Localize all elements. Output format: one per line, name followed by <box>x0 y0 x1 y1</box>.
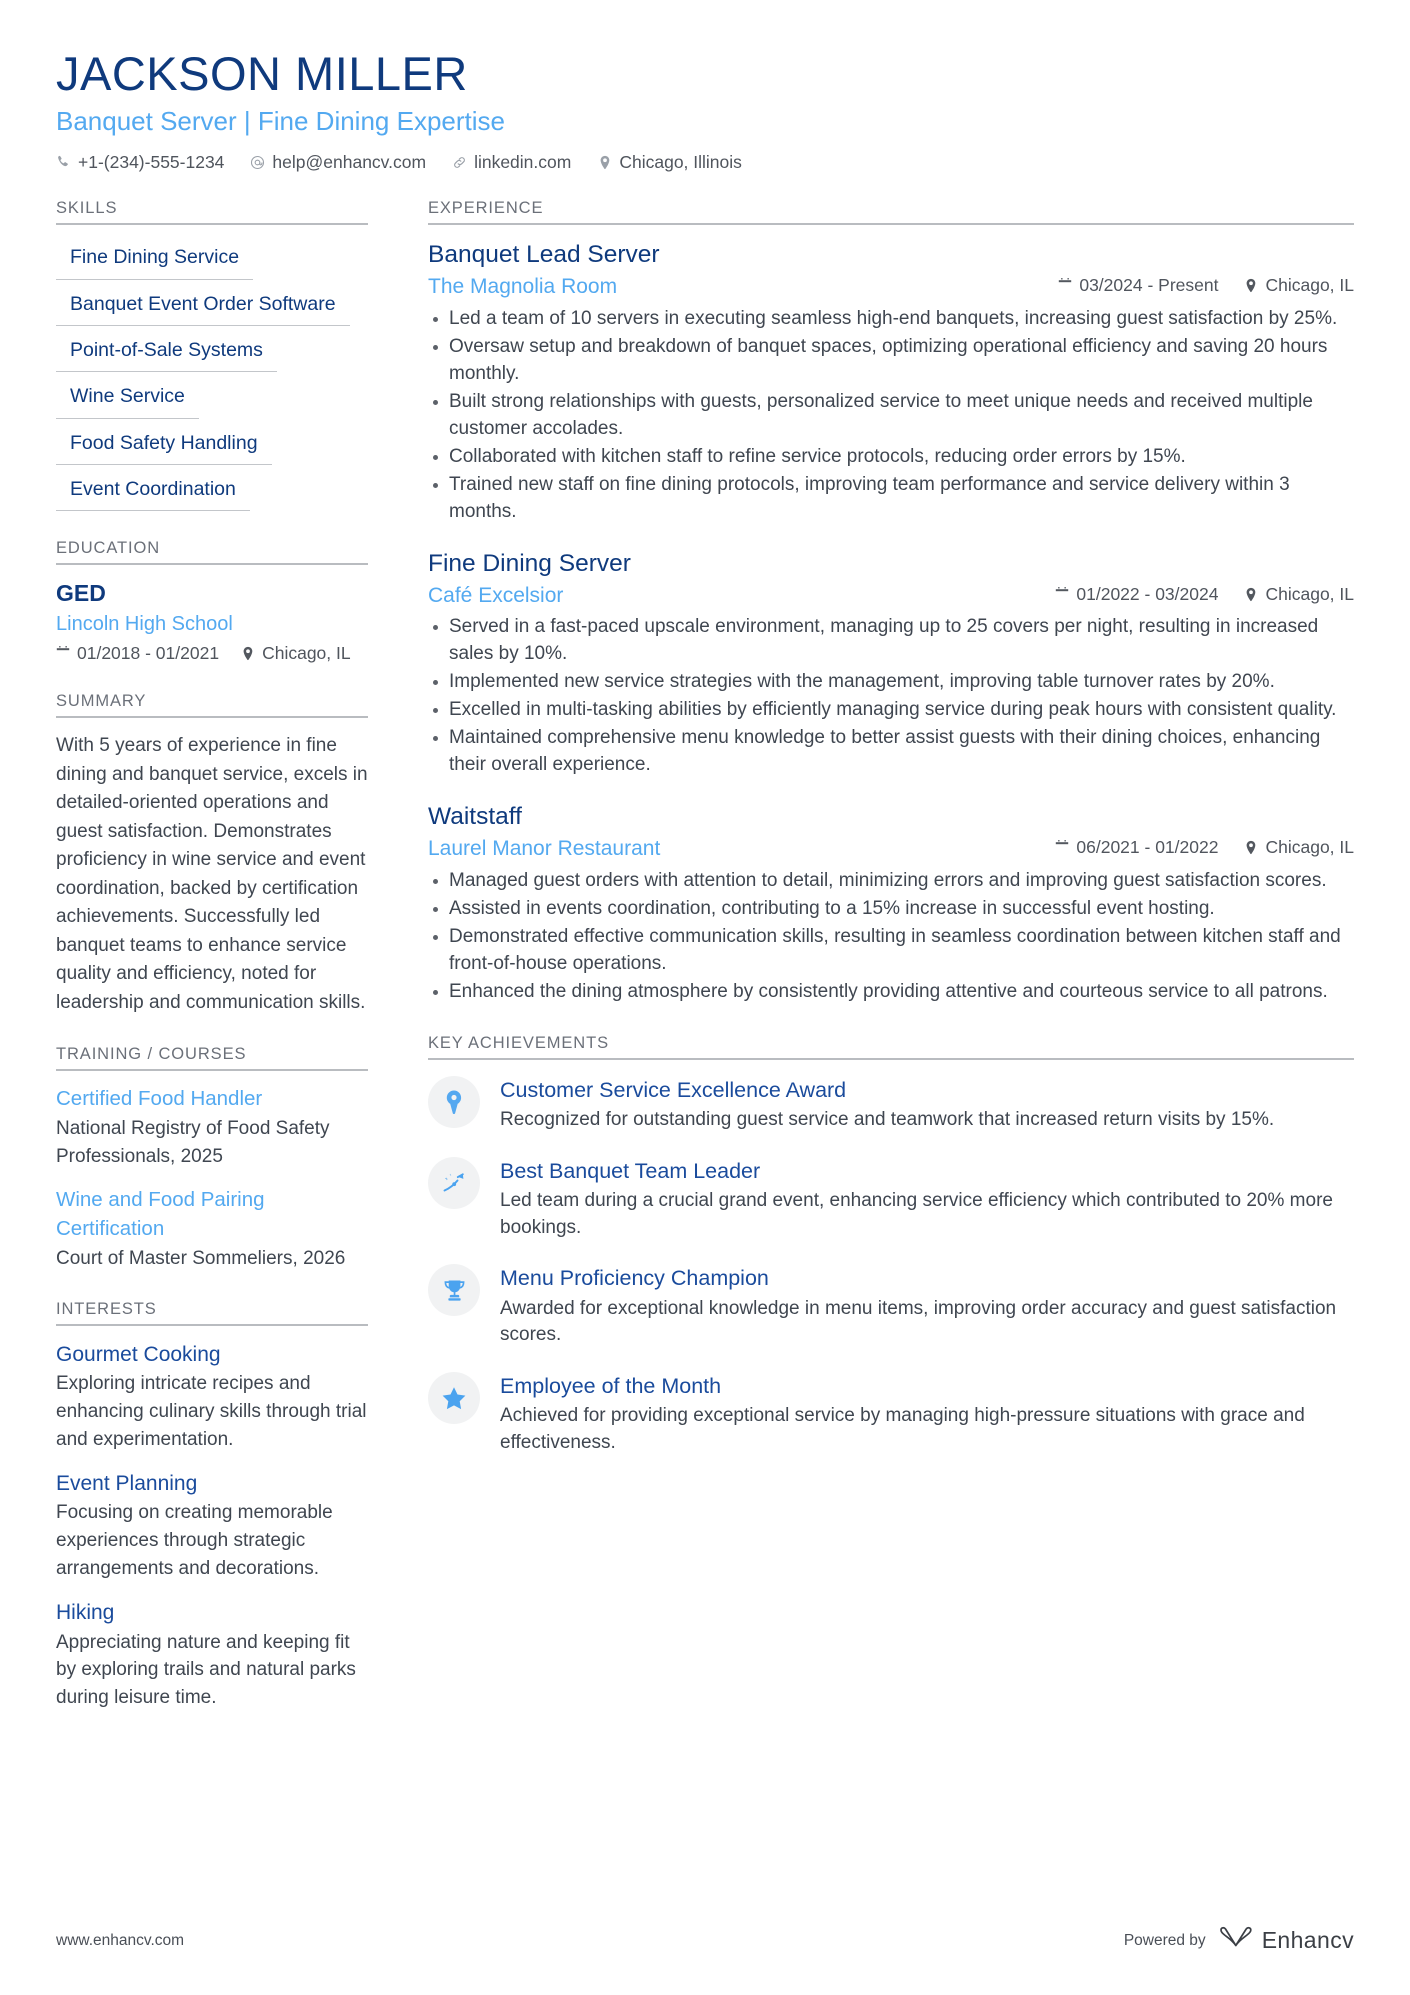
skill-label[interactable]: Banquet Event Order Software <box>56 286 350 326</box>
job-dates-text: 06/2021 - 01/2022 <box>1076 837 1219 858</box>
achievement-title: Customer Service Excellence Award <box>500 1077 847 1102</box>
section-divider <box>56 716 368 718</box>
job-meta <box>1055 837 1354 858</box>
job-title: Waitstaff <box>428 803 522 831</box>
education-location <box>241 643 351 664</box>
achievement-title: Employee of the Month <box>500 1374 722 1399</box>
job-dates <box>1058 275 1218 296</box>
job-bullet: Built strong relationships with guests, personalized service to meet unique needs and received multiple customer accolades. <box>428 389 1354 443</box>
star-icon <box>428 1372 480 1424</box>
interest-title: Hiking <box>56 1601 115 1625</box>
job-company[interactable]: The Magnolia Room <box>428 275 618 299</box>
experience-entry <box>428 548 1354 779</box>
courses-list <box>56 1085 368 1272</box>
skill-label[interactable]: Point-of-Sale Systems <box>56 332 277 372</box>
job-location <box>1244 275 1354 296</box>
section-interests <box>56 1300 368 1711</box>
contact-row <box>56 152 1354 173</box>
section-title-experience: EXPERIENCE <box>428 199 544 218</box>
interests-list <box>56 1340 368 1711</box>
skills-list <box>56 239 368 511</box>
job-company[interactable]: Laurel Manor Restaurant <box>428 837 661 861</box>
job-title: Fine Dining Server <box>428 549 631 577</box>
job-dates <box>1055 837 1218 858</box>
section-title-education: EDUCATION <box>56 539 161 558</box>
skill-item <box>56 332 368 372</box>
section-divider <box>56 1324 368 1326</box>
experience-entry <box>428 801 1354 1006</box>
interest-description: Focusing on creating memorable experiences through strategic arrangements and decorations. <box>56 1502 333 1579</box>
course-subtitle: National Registry of Food Safety Professionals, 2025 <box>56 1118 330 1167</box>
skill-item <box>56 286 368 326</box>
job-company[interactable]: Café Excelsior <box>428 583 564 607</box>
contact-item-location[interactable] <box>597 152 742 173</box>
job-location-text: Chicago, IL <box>1265 583 1354 604</box>
job-bullet: Collaborated with kitchen staff to refine service protocols, reducing order errors by 15%. <box>428 444 1354 471</box>
contact-text: +1-(234)-555-1234 <box>78 152 225 173</box>
phone-icon <box>56 155 71 170</box>
course-title[interactable]: Wine and Food Pairing Certification <box>56 1188 265 1240</box>
powered-by <box>1124 1926 1354 1955</box>
enhancv-logo <box>1219 1926 1354 1955</box>
achievement-item <box>428 1074 1354 1134</box>
education-entry <box>56 579 368 664</box>
skill-label[interactable]: Wine Service <box>56 378 199 418</box>
location-icon <box>241 646 255 661</box>
achievement-body <box>500 1262 1354 1349</box>
resume-columns <box>56 199 1354 1739</box>
section-education <box>56 539 368 664</box>
job-bullet: Oversaw setup and breakdown of banquet spaces, optimizing operational efficiency and saving 20 hours monthly. <box>428 334 1354 388</box>
section-divider <box>56 223 368 225</box>
location-icon <box>1244 840 1258 855</box>
job-bullet: Led a team of 10 servers in executing seamless high-end banquets, increasing guest satisfaction by 25%. <box>428 306 1354 333</box>
job-header-row <box>428 582 1354 610</box>
pin-icon <box>428 1076 480 1128</box>
job-location <box>1244 837 1354 858</box>
contact-text: linkedin.com <box>474 152 572 173</box>
achievement-body <box>500 1074 1354 1134</box>
page-title: JACKSON MILLER <box>56 47 468 100</box>
section-divider <box>428 1058 1354 1060</box>
contact-text: Chicago, Illinois <box>619 152 742 173</box>
right-column <box>428 199 1354 1485</box>
job-bullet: Excelled in multi-tasking abilities by efficiently managing service during peak hours with consistent quality. <box>428 697 1354 724</box>
achievement-item <box>428 1370 1354 1457</box>
link-icon <box>452 155 467 170</box>
achievement-description: Recognized for outstanding guest service and teamwork that increased return visits by 15%. <box>500 1108 1275 1130</box>
achievement-description: Achieved for providing exceptional service by managing high-pressure situations with grace and effectiveness. <box>500 1405 1305 1454</box>
achievement-description: Led team during a crucial grand event, enhancing service efficiency which contributed to 20% more bookings. <box>500 1189 1333 1238</box>
skill-item <box>56 378 368 418</box>
job-meta <box>1055 584 1354 605</box>
interest-entry <box>56 1340 368 1453</box>
achievement-description: Awarded for exceptional knowledge in menu items, improving order accuracy and guest satisfaction scores. <box>500 1297 1337 1346</box>
job-dates-text: 01/2022 - 03/2024 <box>1076 583 1219 604</box>
achievements-list <box>428 1074 1354 1458</box>
section-divider <box>56 563 368 565</box>
experience-list <box>428 239 1354 1005</box>
page-footer <box>56 1926 1354 1955</box>
section-skills <box>56 199 368 511</box>
job-dates-text: 03/2024 - Present <box>1079 275 1219 296</box>
rocket-trend-icon <box>428 1157 480 1209</box>
section-title-training: TRAINING / COURSES <box>56 1045 247 1064</box>
location-icon <box>1244 278 1258 293</box>
enhancv-mark-icon <box>1219 1926 1253 1955</box>
achievement-body <box>500 1370 1354 1457</box>
job-subtitle: Banquet Server | Fine Dining Expertise <box>56 105 505 136</box>
job-location-text: Chicago, IL <box>1265 837 1354 858</box>
job-title: Banquet Lead Server <box>428 241 660 269</box>
course-title[interactable]: Certified Food Handler <box>56 1087 263 1111</box>
interest-title: Event Planning <box>56 1472 198 1496</box>
job-bullets <box>428 614 1354 779</box>
section-experience <box>428 199 1354 1005</box>
trophy-icon <box>428 1264 480 1316</box>
section-divider <box>56 1069 368 1071</box>
achievement-body <box>500 1155 1354 1242</box>
contact-text: help@enhancv.com <box>272 152 427 173</box>
section-title-interests: INTERESTS <box>56 1300 157 1319</box>
skill-label[interactable]: Food Safety Handling <box>56 425 272 465</box>
job-bullet: Demonstrated effective communication skills, resulting in seamless coordination between kitchen staff and front-of-house operations. <box>428 924 1354 978</box>
job-location-text: Chicago, IL <box>1265 275 1354 296</box>
calendar-icon <box>1055 587 1069 602</box>
calendar-icon <box>56 646 70 661</box>
section-title-skills: SKILLS <box>56 199 118 218</box>
education-location-text: Chicago, IL <box>262 643 351 664</box>
contact-item-email[interactable] <box>250 152 426 173</box>
calendar-icon <box>1058 278 1072 293</box>
interest-description: Exploring intricate recipes and enhancing culinary skills through trial and experimentation. <box>56 1373 367 1450</box>
job-bullet: Assisted in events coordination, contributing to a 15% increase in successful event hosting. <box>428 896 1354 923</box>
education-school[interactable]: Lincoln High School <box>56 613 233 636</box>
course-subtitle: Court of Master Sommeliers, 2026 <box>56 1247 346 1269</box>
education-degree: GED <box>56 580 106 607</box>
enhancv-wordmark: Enhancv <box>1261 1927 1354 1953</box>
section-title-summary: SUMMARY <box>56 692 147 711</box>
education-meta <box>56 643 368 664</box>
job-bullet: Implemented new service strategies with the management, improving table turnover rates by 20%. <box>428 669 1354 696</box>
calendar-icon <box>1055 840 1069 855</box>
location-icon <box>597 155 612 170</box>
achievement-title: Menu Proficiency Champion <box>500 1266 769 1291</box>
job-location <box>1244 584 1354 605</box>
interest-description: Appreciating nature and keeping fit by exploring trails and natural parks during leisure time. <box>56 1631 356 1708</box>
interest-entry <box>56 1598 368 1711</box>
skill-item <box>56 239 368 279</box>
skill-item <box>56 425 368 465</box>
job-bullet: Served in a fast-paced upscale environment, managing up to 25 covers per night, resulting in increased sales by 10%. <box>428 614 1354 668</box>
section-summary <box>56 692 368 1017</box>
achievement-item <box>428 1155 1354 1242</box>
job-bullet: Managed guest orders with attention to detail, minimizing errors and improving guest satisfaction scores. <box>428 868 1354 895</box>
contact-item-phone[interactable] <box>56 152 224 173</box>
job-bullet: Enhanced the dining atmosphere by consistently providing attentive and courteous service to all patrons. <box>428 979 1354 1006</box>
left-column <box>56 199 386 1739</box>
job-header-row <box>428 835 1354 863</box>
education-list <box>56 579 368 664</box>
interest-title: Gourmet Cooking <box>56 1343 221 1367</box>
course-entry <box>56 1085 368 1170</box>
section-title-achievements: KEY ACHIEVEMENTS <box>428 1033 609 1052</box>
skill-label[interactable]: Event Coordination <box>56 471 250 511</box>
achievement-item <box>428 1262 1354 1349</box>
skill-item <box>56 471 368 511</box>
contact-item-link[interactable] <box>452 152 571 173</box>
summary-text: With 5 years of experience in fine dining and banquet service, excels in detailed-oriented operations and guest satisfaction. Demonstrates proficiency in wine service and event coordination, backed by certification achievements. Successfully led banquet teams to enhance service quality and efficiency, noted for leadership and communication skills. <box>56 735 368 1013</box>
resume-header <box>56 48 1354 173</box>
powered-by-label: Powered by <box>1123 1931 1206 1949</box>
skill-label[interactable]: Fine Dining Service <box>56 239 253 279</box>
location-icon <box>1244 587 1258 602</box>
experience-entry <box>428 239 1354 525</box>
job-bullets <box>428 306 1354 526</box>
footer-website[interactable]: www.enhancv.com <box>56 1931 185 1949</box>
job-dates <box>1055 584 1218 605</box>
section-divider <box>428 223 1354 225</box>
email-icon <box>250 155 265 170</box>
achievement-title: Best Banquet Team Leader <box>500 1158 761 1183</box>
job-bullet: Maintained comprehensive menu knowledge to better assist guests with their dining choices, enhancing their overall experience. <box>428 725 1354 779</box>
interest-entry <box>56 1469 368 1582</box>
job-meta <box>1058 275 1354 296</box>
section-training-courses <box>56 1045 368 1272</box>
education-dates <box>56 643 219 664</box>
section-key-achievements <box>428 1034 1354 1458</box>
job-header-row <box>428 273 1354 301</box>
job-bullet: Trained new staff on fine dining protocols, improving team performance and service delivery within 3 months. <box>428 472 1354 526</box>
course-entry <box>56 1186 368 1272</box>
job-bullets <box>428 868 1354 1006</box>
education-dates-text: 01/2018 - 01/2021 <box>77 643 220 664</box>
